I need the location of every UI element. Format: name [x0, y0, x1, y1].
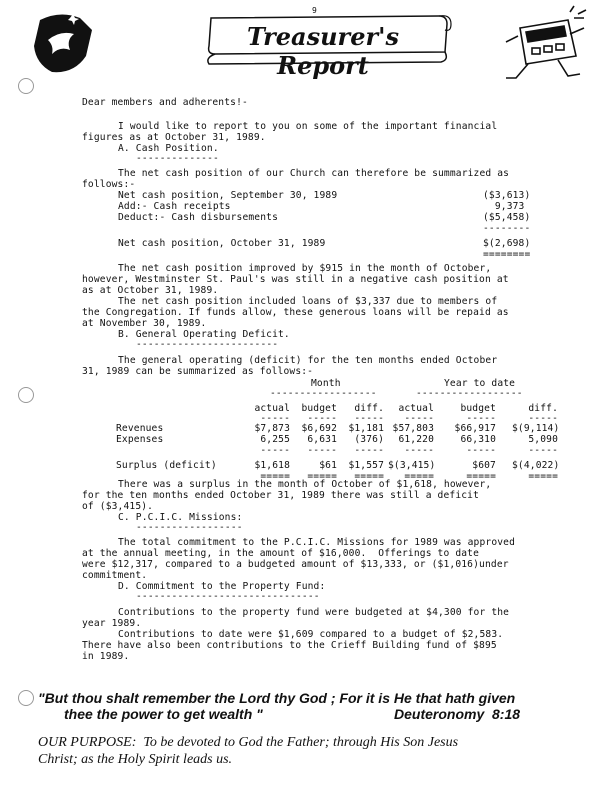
- scripture-quote-line: "But thou shalt remember the Lord thy God ; For it is He that hath given: [38, 690, 516, 706]
- text-line: Dear members and adherents!-: [82, 97, 248, 108]
- binder-hole-icon: [18, 387, 34, 403]
- column-rule: -----: [307, 413, 337, 424]
- text-line: the Congregation. If funds allow, these generous loans will be repaid as: [82, 307, 509, 318]
- table-column-header: diff.: [528, 403, 558, 414]
- cash-amount: ========: [483, 249, 531, 260]
- text-line: A. Cash Position.: [118, 143, 219, 154]
- table-column-header: diff.: [354, 403, 384, 414]
- text-line: The general operating (deficit) for the ten months ended October: [118, 355, 498, 366]
- text-line: year 1989.: [82, 618, 142, 629]
- column-rule: -----: [404, 413, 434, 424]
- text-line: The net cash position included loans of $3,337 due to members of: [118, 296, 498, 307]
- text-line: I would like to report to you on some of the important financial: [118, 121, 498, 132]
- table-cell: $1,557: [348, 460, 384, 471]
- text-line: The total commitment to the P.C.I.C. Missions for 1989 was approved: [118, 537, 516, 548]
- text-line: 31, 1989 can be summarized as follows:-: [82, 366, 314, 377]
- purpose-statement: OUR PURPOSE: To be devoted to God the Father; through His Son Jesus: [38, 735, 459, 750]
- text-line: The net cash position improved by $915 in the month of October,: [118, 263, 492, 274]
- table-cell: 6,631: [307, 434, 337, 445]
- total-rule: =====: [528, 471, 558, 482]
- table-row-label: Expenses: [116, 434, 164, 445]
- cash-amount: 9,373: [483, 201, 525, 212]
- section-underline: ------------------: [136, 522, 243, 533]
- table-column-header: actual: [254, 403, 290, 414]
- text-line: for the ten months ended October 31, 1989 there was still a deficit: [82, 490, 480, 501]
- table-cell: $(4,022): [512, 460, 560, 471]
- text-line: were $12,317, compared to a budgeted amount of $13,333, or ($1,016)under: [82, 559, 509, 570]
- table-column-header: budget: [301, 403, 337, 414]
- column-rule: -----: [528, 413, 558, 424]
- table-column-header: actual: [398, 403, 434, 414]
- text-line: as at October 31, 1989.: [82, 285, 219, 296]
- table-cell: $1,618: [254, 460, 290, 471]
- column-rule: -----: [466, 413, 496, 424]
- total-rule: =====: [354, 471, 384, 482]
- table-group-ytd: Year to date: [444, 378, 516, 389]
- total-rule: -----: [260, 445, 290, 456]
- report-banner: [203, 10, 453, 80]
- text-line: at the annual meeting, in the amount of $16,000. Offerings to date: [82, 548, 480, 559]
- scripture-reference: Deuteronomy 8:18: [394, 706, 521, 722]
- page-title: Treasurer's Report: [247, 22, 399, 80]
- table-cell: $57,803: [392, 423, 434, 434]
- table-cell: $61: [319, 460, 337, 471]
- table-cell: $(9,114): [512, 423, 560, 434]
- section-underline: ------------------------: [136, 339, 279, 350]
- running-cash-register-icon: [498, 4, 594, 86]
- section-underline: -------------------------------: [136, 591, 320, 602]
- table-cell: $(3,415): [388, 460, 436, 471]
- total-rule: -----: [354, 445, 384, 456]
- total-rule: =====: [404, 471, 434, 482]
- text-line: Add:- Cash receipts: [118, 201, 231, 212]
- text-line: There was a surplus in the month of October of $1,618, however,: [118, 479, 492, 490]
- table-cell: $7,873: [254, 423, 290, 434]
- text-line: D. Commitment to the Property Fund:: [118, 581, 326, 592]
- text-line: B. General Operating Deficit.: [118, 329, 290, 340]
- text-line: Contributions to date were $1,609 compared to a budget of $2,583.: [118, 629, 504, 640]
- dove-logo-icon: [30, 10, 96, 76]
- text-line: at November 30, 1989.: [82, 318, 207, 329]
- table-cell: 61,220: [398, 434, 434, 445]
- cash-amount: ($5,458): [483, 212, 531, 223]
- binder-hole-icon: [18, 690, 34, 706]
- text-line: however, Westminster St. Paul's was still in a negative cash position at: [82, 274, 509, 285]
- table-group-month: Month: [311, 378, 341, 389]
- cash-amount: $(2,698): [483, 238, 531, 249]
- total-rule: -----: [404, 445, 434, 456]
- table-cell: $6,692: [301, 423, 337, 434]
- binder-hole-icon: [18, 78, 34, 94]
- column-rule: -----: [260, 413, 290, 424]
- table-cell: 5,090: [528, 434, 558, 445]
- page-number: 9: [312, 6, 317, 15]
- table-group-rule: ------------------: [416, 388, 523, 399]
- cash-amount: --------: [483, 223, 531, 234]
- cash-amount: ($3,613): [483, 190, 531, 201]
- text-line: in 1989.: [82, 651, 130, 662]
- table-column-header: budget: [460, 403, 496, 414]
- text-line: Net cash position, September 30, 1989: [118, 190, 338, 201]
- text-line: commitment.: [82, 570, 148, 581]
- table-row-label: Surplus (deficit): [116, 460, 217, 471]
- text-line: The net cash position of our Church can therefore be summarized as: [118, 168, 510, 179]
- total-rule: =====: [307, 471, 337, 482]
- text-line: C. P.C.I.C. Missions:: [118, 512, 243, 523]
- column-rule: -----: [354, 413, 384, 424]
- text-line: Net cash position, October 31, 1989: [118, 238, 326, 249]
- total-rule: =====: [260, 471, 290, 482]
- text-line: of ($3,415).: [82, 501, 154, 512]
- text-line: There have also been contributions to the Crieff Building fund of $895: [82, 640, 497, 651]
- text-line: figures as at October 31, 1989.: [82, 132, 266, 143]
- text-line: Deduct:- Cash disbursements: [118, 212, 278, 223]
- total-rule: =====: [466, 471, 496, 482]
- total-rule: -----: [307, 445, 337, 456]
- table-cell: 6,255: [260, 434, 290, 445]
- table-cell: (376): [354, 434, 384, 445]
- table-cell: $607: [472, 460, 496, 471]
- table-cell: 66,310: [460, 434, 496, 445]
- table-row-label: Revenues: [116, 423, 164, 434]
- scripture-quote-line: thee the power to get wealth ": [64, 706, 263, 722]
- text-line: follows:-: [82, 179, 136, 190]
- table-group-rule: ------------------: [270, 388, 377, 399]
- text-line: Contributions to the property fund were budgeted at $4,300 for the: [118, 607, 510, 618]
- total-rule: -----: [466, 445, 496, 456]
- total-rule: -----: [528, 445, 558, 456]
- purpose-statement: Christ; as the Holy Spirit leads us.: [38, 752, 233, 767]
- table-cell: $1,181: [348, 423, 384, 434]
- table-cell: $66,917: [454, 423, 496, 434]
- section-underline: --------------: [136, 153, 219, 164]
